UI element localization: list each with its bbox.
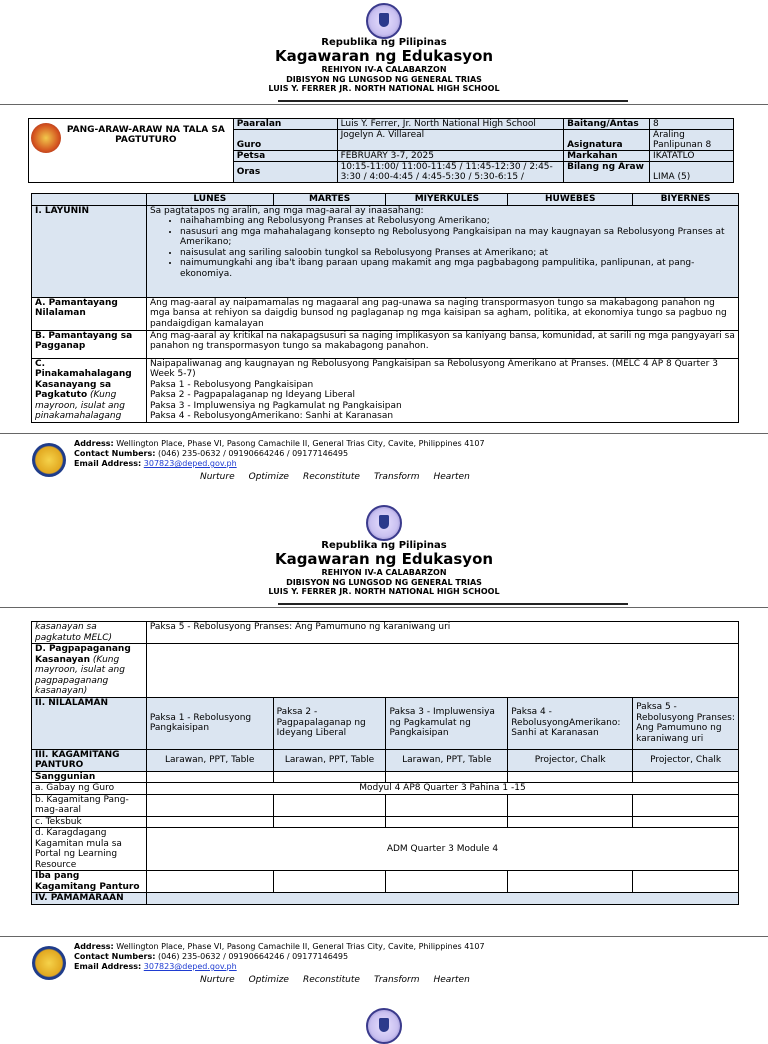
school-text: LUIS Y. FERRER JR. NORTH NATIONAL HIGH SCHOOL — [268, 84, 500, 93]
kasanayan-content — [146, 358, 738, 422]
paaralan-value: Luis Y. Ferrer, Jr. North National High School — [337, 119, 564, 130]
department-title: Kagawaran ng Edukasyon — [274, 47, 494, 65]
kasanayan-label: C. Pinakamahalagang Kasanayang sa Pagkatuto — [35, 358, 132, 400]
lesson-table-page2 — [31, 621, 739, 905]
nilalaman-label: II. NILALAMAN — [32, 697, 147, 749]
petsa-value: FEBRUARY 3-7, 2025 — [337, 151, 564, 162]
pamamaraan-label: IV. PAMAMARAAN — [32, 893, 147, 905]
nilalaman-cell: Paksa 4 - RebolusyongAmerikano: Sanhi at Karanasan — [508, 697, 633, 749]
list-item: • naihahambing ang Rebolusyong Pranses at Rebolusyong Amerikano; — [180, 216, 735, 227]
letterhead — [0, 37, 768, 94]
kagamitang-cell: Projector, Chalk — [633, 749, 739, 771]
list-item: • naimumungkahi ang iba't ibang paraan upang makamit ang mga pagbabagong pampulitika, panlipunan, at pang-ekonomiya. — [180, 258, 735, 279]
page-divider — [0, 607, 768, 608]
layunin-content — [146, 205, 738, 297]
pamantayang-pagganap-label: B. Pamantayang sa Pagganap — [32, 330, 147, 358]
paksa-item: Paksa 1 - Rebolusyong Pangkaisipan — [149, 379, 314, 390]
deped-seal-icon — [366, 505, 402, 541]
letterhead: Republika ng Pilipinas Kagawaran ng Edukasyon REHIYON IV-A CALABARZON DIBISYON NG LUNGSOD NG GENERAL TRIAS LUIS Y. FERRER JR. NORTH NATIONAL HIGH SCHOOL — [268, 540, 500, 596]
guro-label: Guro — [233, 130, 337, 151]
kagamitang-pang-label: b. Kagamitang Pang-mag-aaral — [32, 794, 147, 816]
list-item: • naisusulat ang sariling saloobin tungkol sa Rebolusyong Pranses at Amerikano; at — [180, 248, 735, 259]
asignatura-label: Asignatura — [564, 130, 650, 151]
kagamitang-cell: Larawan, PPT, Table — [146, 749, 273, 771]
paaralan-label: Paaralan — [233, 119, 337, 130]
bilang-value: LIMA (5) — [650, 162, 734, 183]
footer-divider — [0, 936, 768, 937]
pamantayang-pagganap-text: Ang mag-aaral ay kritikal na nakapagsusuri sa naging implikasyon sa kaniyang bansa, komunidad, at sarili ng mga pangyayari sa panahon ng transpormasyon tungo sa makabagong panahon. — [146, 330, 738, 358]
teksbuk-label: c. Teksbuk — [32, 816, 147, 828]
motto: Nurture Optimize Reconstitute Transform Hearten — [200, 975, 470, 985]
oras-label: Oras — [233, 162, 337, 183]
kasanayan-label-cell — [32, 358, 147, 422]
deped-seal-icon — [366, 1008, 402, 1044]
republic-text: Republika ng Pilipinas — [321, 37, 447, 48]
iba-pang-label: Iba pang Kagamitang Panturo — [32, 871, 147, 893]
kagamitang-label: III. KAGAMITANG PANTURO — [32, 749, 147, 771]
region-text: REHIYON IV-A CALABARZON — [321, 65, 447, 74]
day-header: LUNES — [146, 194, 273, 206]
gabay-label: a. Gabay ng Guro — [32, 783, 147, 795]
paksa-item: Paksa 4 - RebolusyongAmerikano: Sanhi at Karanasan — [149, 411, 394, 421]
sanggunian-label: Sanggunian — [32, 771, 147, 783]
dll-title: PANG-ARAW-ARAW NA TALA SA PAGTUTURO — [66, 125, 225, 145]
day-header: MARTES — [273, 194, 386, 206]
header-divider — [278, 100, 628, 102]
oras-value: 10:15-11:00/ 11:00-11:45 / 11:45-12:30 / 2:45-3:30 / 4:00-4:45 / 4:45-5:30 / 5:30-6:15 / — [337, 162, 564, 183]
school-seal-icon — [32, 946, 66, 980]
baitang-label: Baitang/Antas — [564, 119, 650, 130]
gabay-value: Modyul 4 AP8 Quarter 3 Pahina 1 -15 — [146, 783, 738, 795]
kagamitang-cell: Larawan, PPT, Table — [386, 749, 508, 771]
nilalaman-cell: Paksa 3 - Impluwensiya ng Pagkamulat ng Pangkaisipan — [386, 697, 508, 749]
nilalaman-cell: Paksa 1 - Rebolusyong Pangkaisipan — [146, 697, 273, 749]
division-text: DIBISYON NG LUNGSOD NG GENERAL TRIAS — [286, 74, 482, 84]
layunin-label: I. LAYUNIN — [32, 205, 147, 297]
title-cell — [29, 119, 234, 183]
markahan-value: IKATATLO — [650, 151, 734, 162]
kasanayan-note-cont: kasanayan sa pagkatuto MELC) — [32, 622, 147, 644]
motto: Nurture Optimize Reconstitute Transform Hearten — [200, 472, 470, 482]
deped-seal-icon — [366, 3, 402, 39]
paksa-item: Paksa 5 - Rebolusyong Pranses: Ang Pamumuno ng karaniwang uri — [146, 622, 738, 644]
pagpapaganang-content — [146, 644, 738, 698]
lesson-table-page1 — [31, 193, 739, 423]
pagpapaganang-label-cell: D. Pagpapaganang Kasanayan (Kung mayroon, isulat ang pagpapaganang kasanayan) — [32, 644, 147, 698]
school-seal-icon — [32, 443, 66, 477]
footer-contact: Address: Wellington Place, Phase VI, Pasong Camachile II, General Trias City, Cavite, Philippines 4107 Contact Numbers: (046) 235-0632 / 09190664246 / 09177146495 Email Address: 307823@deped.gov.ph — [74, 942, 485, 971]
karagdagang-label: d. Karagdagang Kagamitan mula sa Portal ng Learning Resource — [32, 828, 147, 871]
layunin-list — [150, 216, 735, 279]
karagdagang-value: ADM Quarter 3 Module 4 — [146, 828, 738, 871]
nilalaman-cell: Paksa 2 - Pagpapalaganap ng Ideyang Liberal — [273, 697, 386, 749]
email-link[interactable]: 307823@deped.gov.ph — [143, 962, 237, 971]
page-divider — [0, 104, 768, 105]
school-logo-icon — [31, 123, 61, 153]
kasanayan-note: (Kung mayroon, isulat ang pinakamahalagang — [35, 390, 125, 421]
petsa-label: Petsa — [233, 151, 337, 162]
footer-divider — [0, 433, 768, 434]
footer-contact: Address: Wellington Place, Phase VI, Pasong Camachile II, General Trias City, Cavite, Philippines 4107 Contact Numbers: (046) 235-0632 / 09190664246 / 09177146495 Email Address: 307823@deped.gov.ph — [74, 439, 485, 468]
paksa-item: Paksa 2 - Pagpapalaganap ng Ideyang Liberal — [149, 390, 355, 400]
kagamitang-cell: Projector, Chalk — [508, 749, 633, 771]
day-header: MIYERKULES — [386, 194, 508, 206]
pamantayang-nilalaman-text: Ang mag-aaral ay naipamamalas ng magaaral ang pag-unawa sa naging transpormasyon tungo sa makabagong panahon ng mga bansa at rehiyon sa daigdig bunsod ng paglaganap ng mga kaisipan sa agham, politika, at ekonomiya tungo sa pagbuo ng pandaigdigan kamalayan — [146, 297, 738, 330]
day-header: BIYERNES — [633, 194, 739, 206]
asignatura-value: Araling Panlipunan 8 — [650, 130, 734, 151]
layunin-intro: Sa pagtatapos ng aralin, ang mga mag-aaral ay inaasahang: — [149, 205, 424, 216]
day-header: HUWEBES — [508, 194, 633, 206]
pamantayang-nilalaman-label: A. Pamantayang Nilalaman — [32, 297, 147, 330]
guro-value: Jogelyn A. Villareal — [337, 130, 564, 151]
kasanayan-intro: Naipapaliwanag ang kaugnayan ng Rebolusyong Pangkaisipan sa Rebolusyong Amerikano at Pranses. (MELC 4 AP 8 Quarter 3 Week 5-7) — [149, 358, 718, 379]
list-item: • nasusuri ang mga mahahalagang konsepto ng Rebolusyong Pangkaisipan na may kaugnayan sa Rebolusyong Pranses at Amerikano; — [180, 227, 735, 248]
header-divider — [278, 603, 628, 605]
baitang-value: 8 — [650, 119, 734, 130]
kagamitang-cell: Larawan, PPT, Table — [273, 749, 386, 771]
bilang-label: Bilang ng Araw — [564, 162, 650, 183]
corner-cell — [32, 194, 147, 206]
email-link[interactable]: 307823@deped.gov.ph — [143, 459, 237, 468]
info-table — [28, 118, 734, 183]
paksa-item: Paksa 3 - Impluwensiya ng Pagkamulat ng Pangkaisipan — [149, 400, 402, 411]
nilalaman-cell: Paksa 5 - Rebolusyong Pranses: Ang Pamumuno ng karaniwang uri — [633, 697, 739, 749]
markahan-label: Markahan — [564, 151, 650, 162]
